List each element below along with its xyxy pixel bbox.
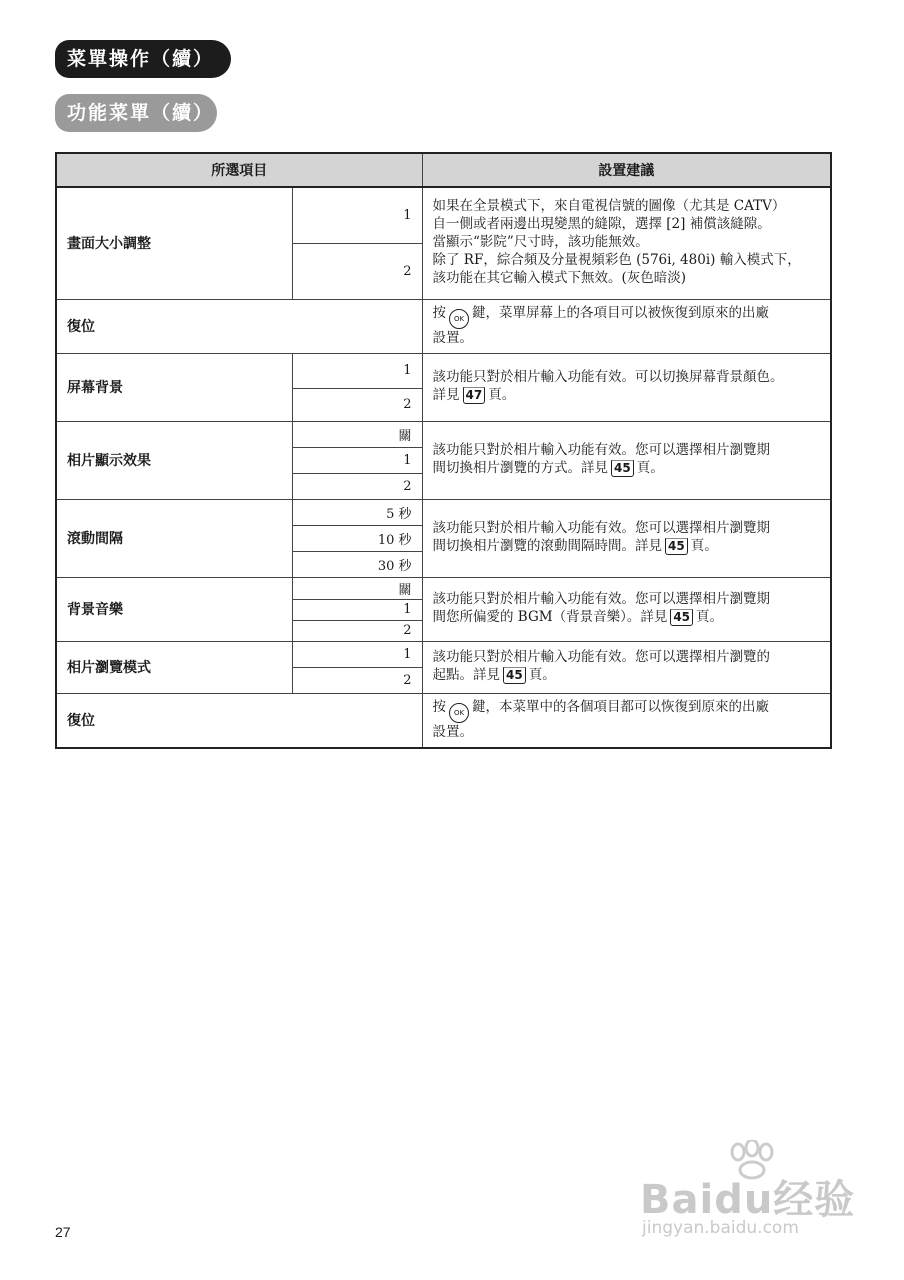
subsection-heading: 功能菜單（續）	[55, 94, 217, 132]
table-row	[56, 577, 831, 599]
description-line: 如果在全景模式下，來自電視信號的圖像（尤其是 CATV）	[432, 198, 786, 215]
item-name: 復位	[56, 693, 422, 748]
option-value: 30 秒	[292, 551, 422, 577]
page-reference-icon: 47	[463, 387, 486, 404]
description-line: 該功能只對於相片輸入功能有效。您可以選擇相片瀏覽期	[432, 520, 770, 536]
description-text: 頁。	[488, 387, 516, 403]
description-text: 鍵，本菜單中的各個項目都可以恢復到原來的出廠	[472, 698, 769, 715]
item-description	[422, 693, 831, 748]
description-text: 間您所偏愛的 BGM（背景音樂）。詳見	[432, 609, 668, 625]
ok-button-icon: OK	[449, 309, 469, 329]
description-line: 該功能只對於相片輸入功能有效。您可以選擇相片瀏覽期	[432, 442, 770, 458]
table-row	[56, 353, 831, 388]
description-line: 除了 RF，綜合頻及分量視頻彩色 (576i, 480i) 輸入模式下，	[432, 252, 801, 269]
option-value: 1	[292, 187, 422, 243]
description-line: 設置。	[432, 329, 473, 346]
item-description	[422, 353, 831, 421]
description-line: 自一側或者兩邊出現變黑的縫隙，選擇 [2] 補償該縫隙。	[432, 216, 771, 233]
table-row	[56, 641, 831, 667]
description-text: 頁。	[636, 460, 664, 476]
watermark-logo: Baidu经验	[640, 1177, 856, 1223]
option-value: 2	[292, 620, 422, 641]
description-text: 詳見	[432, 387, 460, 403]
option-value: 5 秒	[292, 499, 422, 525]
description-text: 間切換相片瀏覽的方式。詳見	[432, 460, 608, 476]
description-line: 設置。	[432, 723, 473, 740]
table-header-row	[56, 153, 831, 187]
description-text: 頁。	[690, 538, 718, 554]
item-name: 屏幕背景	[56, 353, 292, 421]
option-value: 2	[292, 667, 422, 693]
table-row	[56, 299, 831, 353]
item-description	[422, 577, 831, 641]
option-value: 2	[292, 473, 422, 499]
item-description	[422, 499, 831, 577]
page-reference-icon: 45	[670, 609, 693, 626]
page-reference-icon: 45	[503, 667, 526, 684]
description-line: 該功能只對於相片輸入功能有效。您可以選擇相片瀏覽期	[432, 591, 770, 607]
item-name: 復位	[56, 299, 422, 353]
item-name: 背景音樂	[56, 577, 292, 641]
column-header-advice: 設置建議	[422, 153, 831, 187]
description-text: 間切換相片瀏覽的滾動間隔時間。詳見	[432, 538, 662, 554]
description-line: 該功能只對於相片輸入功能有效。可以切換屏幕背景顏色。	[432, 369, 784, 385]
option-value: 1	[292, 641, 422, 667]
option-value: 1	[292, 447, 422, 473]
description-text: 頁。	[696, 609, 724, 625]
description-text: 起點。詳見	[432, 667, 500, 683]
item-description	[422, 187, 831, 299]
description-line: 當顯示“影院”尺寸時，該功能無效。	[432, 234, 649, 251]
option-value: 10 秒	[292, 525, 422, 551]
option-value: 1	[292, 599, 422, 620]
item-name: 畫面大小調整	[56, 187, 292, 299]
item-description	[422, 641, 831, 693]
description-text: 按	[432, 698, 446, 715]
item-name: 相片瀏覽模式	[56, 641, 292, 693]
option-value: 關	[292, 421, 422, 447]
page-reference-icon: 45	[611, 460, 634, 477]
function-menu-table	[55, 152, 832, 749]
item-description	[422, 421, 831, 499]
watermark-url: jingyan.baidu.com	[642, 1218, 799, 1238]
option-value: 1	[292, 353, 422, 388]
item-name: 相片顯示效果	[56, 421, 292, 499]
table-row	[56, 693, 831, 748]
table-row	[56, 187, 831, 243]
item-description	[422, 299, 831, 353]
description-text: 鍵，菜單屏幕上的各項目可以被恢復到原來的出廠	[472, 304, 769, 321]
option-value: 關	[292, 577, 422, 599]
page-reference-icon: 45	[665, 538, 688, 555]
option-value: 2	[292, 243, 422, 299]
watermark	[640, 1148, 860, 1248]
option-value: 2	[292, 388, 422, 421]
description-text: 按	[432, 304, 446, 321]
page-number: 27	[55, 1224, 71, 1240]
table-row	[56, 499, 831, 525]
table-row	[56, 421, 831, 447]
description-line: 該功能只對於相片輸入功能有效。您可以選擇相片瀏覽的	[432, 649, 770, 665]
ok-button-icon: OK	[449, 703, 469, 723]
item-name: 滾動間隔	[56, 499, 292, 577]
description-line: 該功能在其它輸入模式下無效。(灰色暗淡)	[432, 270, 687, 287]
description-text: 頁。	[528, 667, 556, 683]
section-heading: 菜單操作（續）	[55, 40, 231, 78]
column-header-item: 所選項目	[56, 153, 422, 187]
